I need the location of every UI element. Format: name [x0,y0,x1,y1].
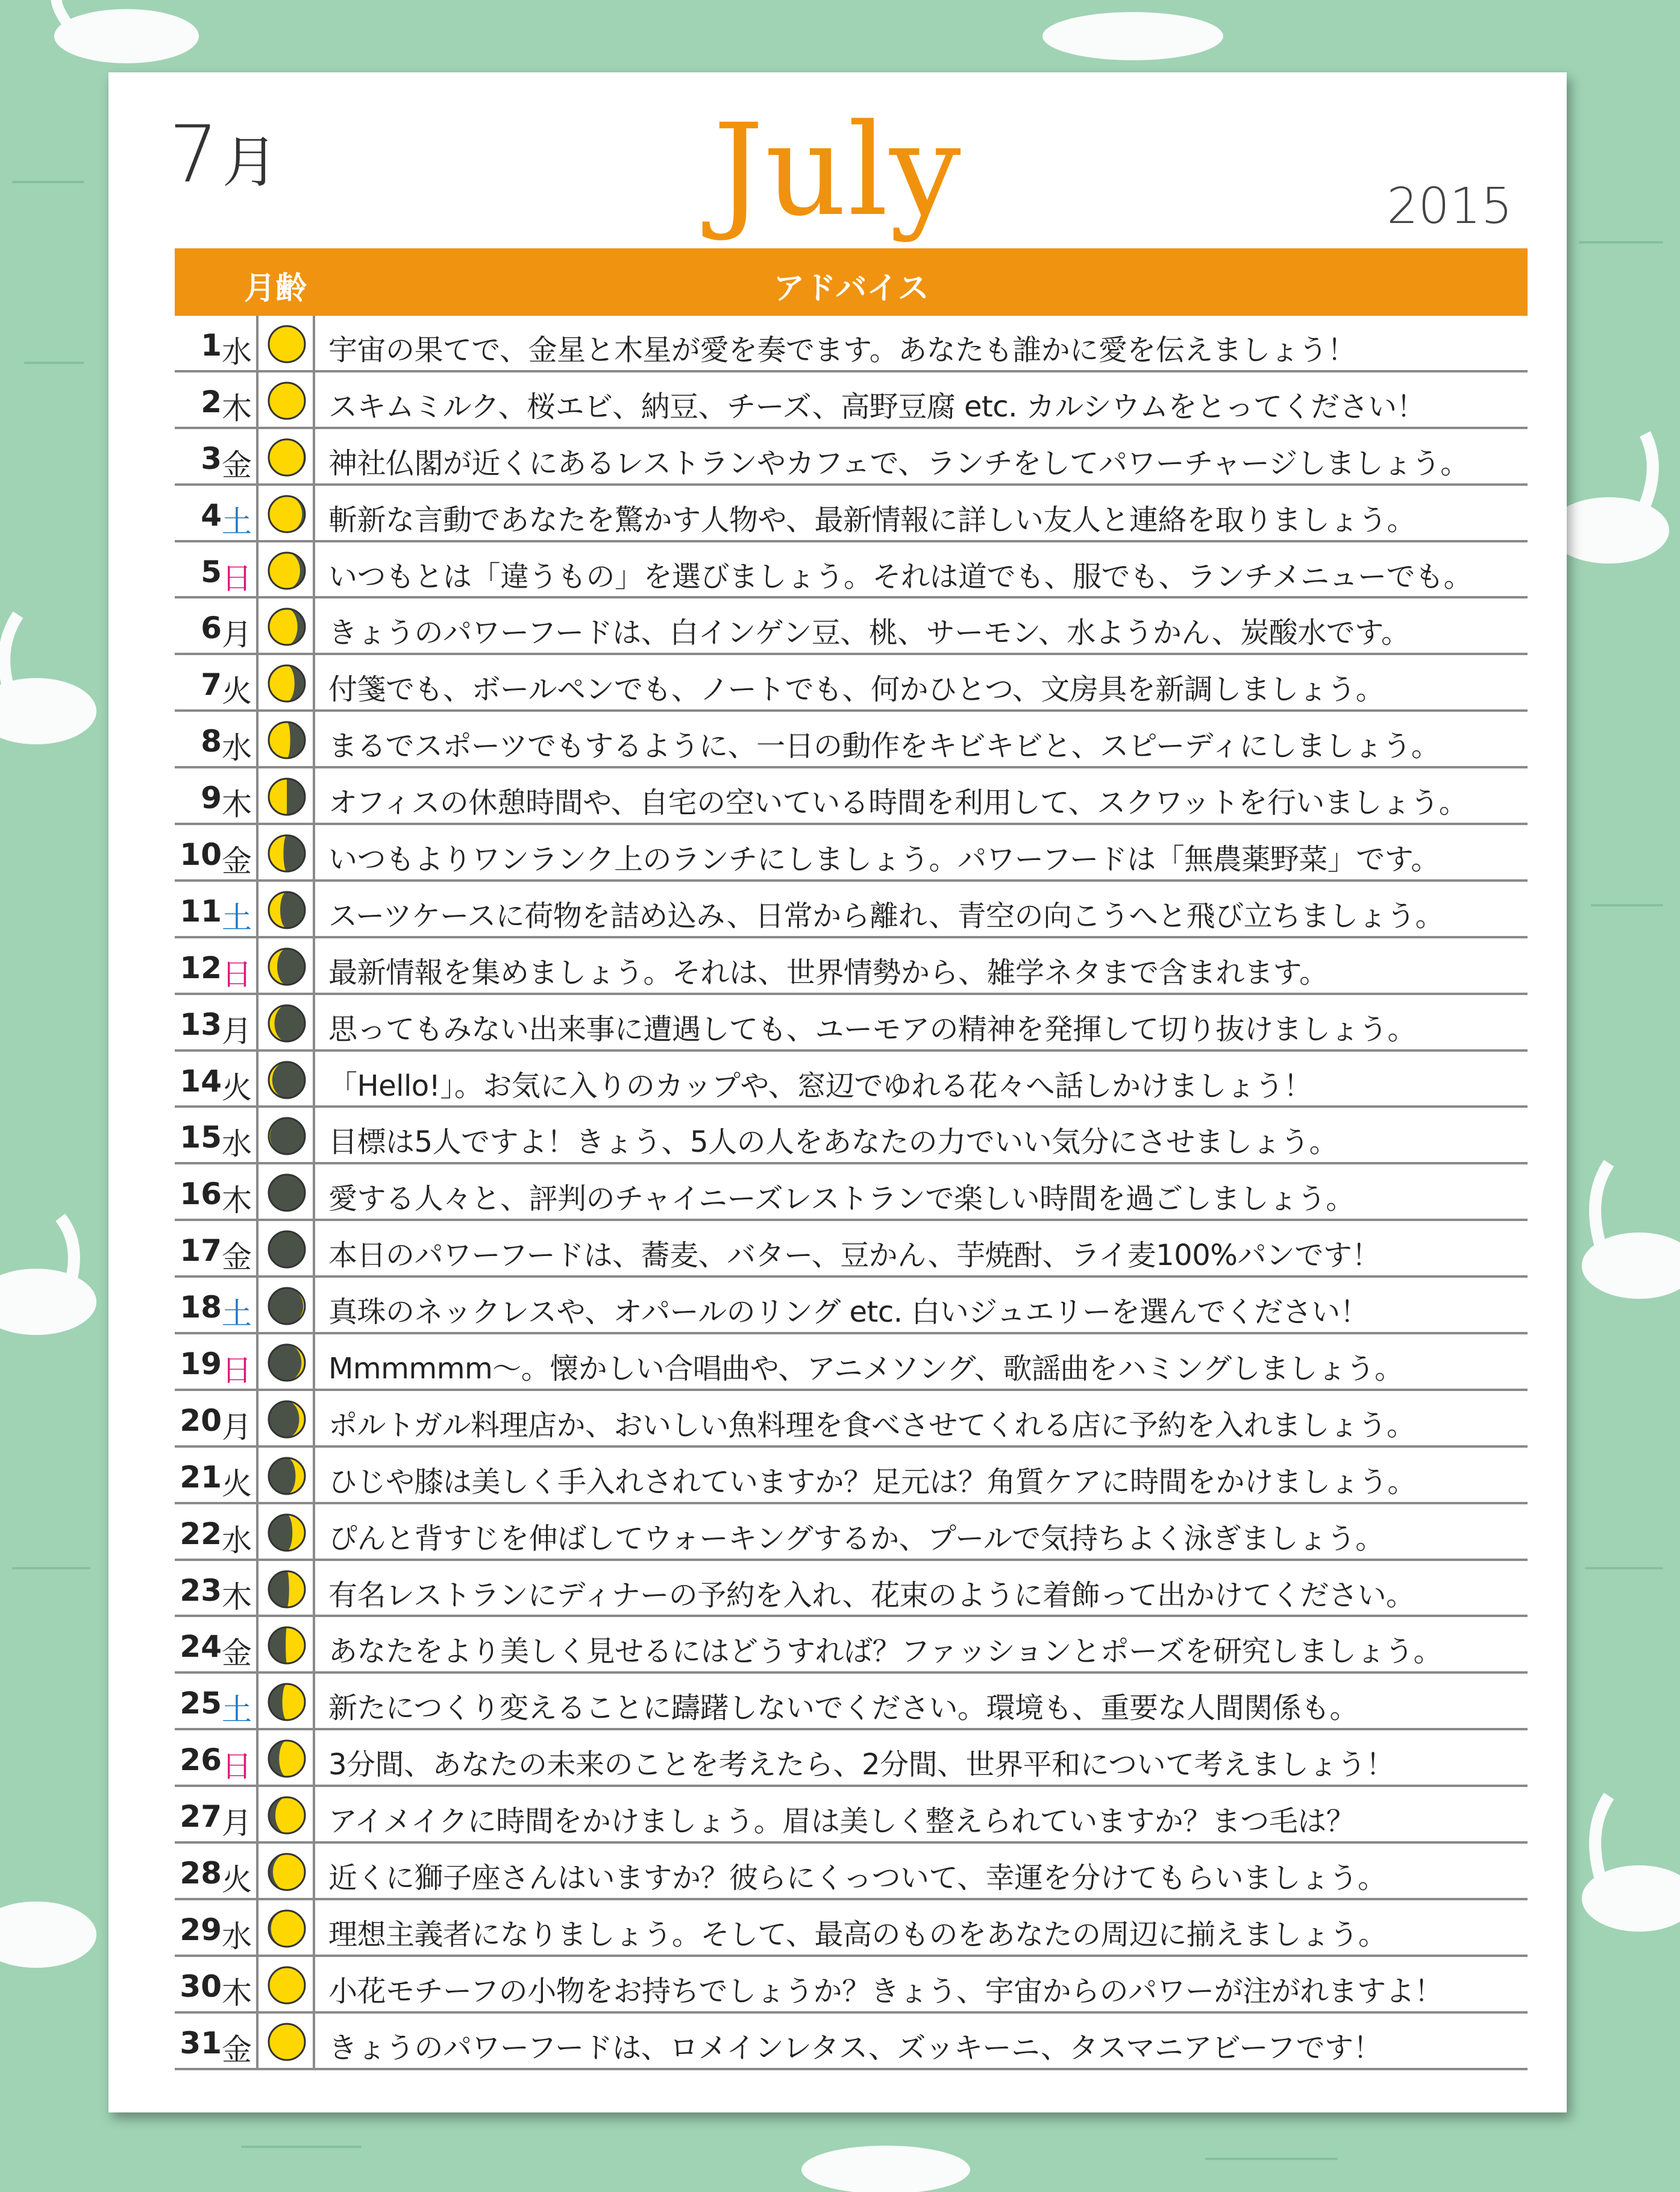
table-row [175,486,1528,542]
day-of-week: 土 [222,900,252,935]
moon-phase-cell [256,1561,315,1615]
day-of-week: 水 [222,1126,252,1162]
day-of-week: 日 [222,1749,252,1785]
day-number: 11 [180,893,222,929]
moon-phase-cell [256,598,315,653]
day-number: 8 [201,724,222,759]
moon-phase-cell [256,1617,315,1671]
moon-phase-cell [256,995,315,1049]
day-cell [175,429,253,483]
advice-text: 斬新な言動であなたを驚かす人物や、最新情報に詳しい友人と連絡を取りましょう。 [328,503,1416,537]
moon-phase-cell [256,1844,315,1898]
day-of-week: 火 [222,1466,252,1501]
table-row [175,542,1528,599]
table-row [175,1730,1528,1787]
year-label: 2015 [1387,178,1512,235]
advice-text: オフィスの休憩時間や、自宅の空いている時間を利用して、スクワットを行いましょう。 [328,786,1468,820]
table-row [175,1334,1528,1391]
moon-lit-region [287,1571,305,1607]
moon-lit-region [269,722,290,758]
table-row [175,712,1528,768]
moon-phase-cell [256,1900,315,1955]
day-cell [175,1787,253,1841]
day-of-week: 水 [222,1522,252,1558]
moon-phase-icon [266,1794,308,1836]
table-row [175,1787,1528,1844]
table-row [175,1221,1528,1278]
day-number: 13 [180,1006,222,1042]
day-number: 17 [180,1233,222,1269]
moon-phase-icon [266,493,308,535]
table-header [175,248,1528,316]
moon-phase-cell [256,938,315,993]
moon-phase-cell [256,1334,315,1389]
moon-phase-cell [256,1504,315,1559]
swan-icon [0,1838,108,1983]
day-cell [175,1448,253,1502]
advice-text: 「Hello!」。お気に入りのカップや、窓辺でゆれる花々へ話しかけましょう！ [328,1069,1312,1103]
moon-phase-cell [256,1164,315,1219]
table-row [175,768,1528,825]
day-cell [175,882,253,936]
day-number: 26 [180,1742,222,1778]
table-row [175,598,1528,655]
day-of-week: 月 [222,1013,252,1049]
day-cell [175,1108,253,1162]
moon-phase-icon [266,436,308,479]
table-row [175,1617,1528,1674]
day-of-week: 日 [222,956,252,992]
column-advice: アドバイス [773,271,929,307]
day-number: 25 [180,1686,222,1721]
advice-text: 近くに獅子座さんはいますか？彼らにくっついて、幸運を分けてもらいましょう。 [328,1861,1387,1895]
table-row [175,655,1528,712]
advice-text: 小花モチーフの小物をお持ちでしょうか？きょう、宇宙からのパワーが注がれますよ！ [328,1974,1443,2008]
advice-text: 新たにつくり変えることに躊躇しないでください。環境も、重要な人間関係も。 [328,1691,1359,1726]
day-of-week: 木 [222,1183,252,1219]
advice-text: 愛する人々と、評判のチャイニーズレストランで楽しい時間を過ごしましょう。 [328,1182,1355,1216]
day-number: 23 [180,1572,222,1608]
day-number: 22 [180,1516,222,1551]
table-row [175,1900,1528,1957]
moon-phase-icon [266,662,308,705]
day-of-week: 土 [222,1296,252,1332]
day-number: 7 [201,667,222,703]
moon-phase-cell [256,542,315,597]
day-cell [175,1617,253,1671]
moon-lit-region [283,1684,305,1720]
day-cell [175,1504,253,1559]
advice-text: アイメイクに時間をかけましょう。眉は美しく整えられていますか？まつ毛は？ [328,1804,1355,1839]
day-of-week: 木 [222,391,252,426]
day-cell [175,1900,253,1955]
day-number: 27 [180,1799,222,1835]
moon-phase-cell [256,1957,315,2011]
moon-phase-icon [266,1172,308,1214]
table-row [175,429,1528,486]
moon-phase-icon [266,889,308,931]
day-number: 15 [180,1120,222,1155]
month-unit: 月 [222,130,278,195]
day-number: 6 [201,611,222,646]
moon-phase-cell [256,316,315,370]
day-number: 30 [180,1968,222,2004]
advice-table [175,316,1528,2070]
moon-phase-cell [256,1391,315,1445]
day-cell [175,1844,253,1898]
advice-text: 最新情報を集めましょう。それは、世界情勢から、雑学ネタまで含まれます。 [328,955,1328,990]
day-of-week: 金 [222,844,252,879]
swan-icon [1567,1145,1680,1314]
moon-phase-icon [266,832,308,875]
day-of-week: 日 [222,1353,252,1389]
moon-phase-icon [266,380,308,422]
advice-text: 理想主義者になりましょう。そして、最高のものをあなたの周辺に揃えましょう。 [328,1917,1387,1952]
swan-icon [1567,1778,1680,1947]
moon-phase-icon [266,1738,308,1780]
advice-text: ぴんと背すじを伸ばしてウォーキングするか、プールで気持ちよく泳ぎましょう。 [328,1521,1384,1556]
moon-lit-region [269,665,295,702]
month-number: 7 [169,108,219,200]
moon-phase-icon [266,1342,308,1384]
day-cell [175,372,253,427]
table-row [175,1844,1528,1900]
moon-phase-cell [256,825,315,879]
moon-phase-icon [266,1115,308,1157]
advice-text: ポルトガル料理店か、おいしい魚料理を食べさせてくれる店に予約を入れましょう。 [328,1408,1415,1442]
advice-text: いつもよりワンランク上のランチにしましょう。パワーフードは「無農薬野菜」です。 [328,843,1440,877]
day-cell [175,1674,253,1728]
day-cell [175,1278,253,1332]
advice-text: きょうのパワーフードは、ロメインレタス、ズッキーニ、タスマニアビーフです！ [328,2030,1382,2065]
day-cell [175,1334,253,1389]
table-row [175,1504,1528,1561]
advice-text: 3分間、あなたの未来のことを考えたら、2分間、世界平和について考えましょう！ [328,1748,1395,1782]
table-row [175,825,1528,882]
day-cell [175,655,253,709]
table-row [175,1674,1528,1730]
moon-phase-icon [266,1568,308,1610]
advice-text: スキムミルク、桜エビ、納豆、チーズ、高野豆腐 etc. カルシウムをとってください！ [328,389,1426,424]
day-cell [175,598,253,653]
moon-phase-icon [266,946,308,988]
day-number: 28 [180,1856,222,1891]
day-number: 19 [180,1346,222,1382]
table-row [175,1391,1528,1448]
month-english-title: July [713,96,962,244]
column-moon-age: 月齢 [244,271,307,307]
advice-text: 有名レストランにディナーの予約を入れ、花束のように着飾って出かけてください。 [328,1578,1415,1612]
moon-phase-icon [266,550,308,592]
table-row [175,995,1528,1052]
moon-phase-cell [256,1787,315,1841]
swan-icon [1024,0,1241,72]
swan-icon [36,0,217,72]
table-row [175,1448,1528,1504]
moon-phase-icon [266,323,308,365]
advice-text: 真珠のネックレスや、オパールのリング etc. 白いジュエリーを選んでください！ [328,1295,1369,1330]
table-row [175,1164,1528,1221]
moon-phase-cell [256,882,315,936]
moon-phase-cell [256,1730,315,1785]
table-row [175,1957,1528,2014]
day-of-week: 木 [222,1579,252,1615]
day-number: 29 [180,1912,222,1947]
swan-icon [0,603,108,759]
day-of-week: 金 [222,1636,252,1671]
table-row [175,372,1528,429]
day-of-week: 月 [222,617,252,653]
moon-phase-icon [266,1624,308,1666]
calendar-card [108,72,1567,2112]
moon-phase-icon [266,1512,308,1554]
moon-phase-cell [256,372,315,427]
day-of-week: 水 [222,334,252,369]
day-number: 31 [180,2025,222,2061]
moon-phase-cell [256,1674,315,1728]
day-of-week: 日 [222,561,252,596]
moon-phase-cell [256,1052,315,1106]
moon-phase-icon [266,1681,308,1723]
advice-text: スーツケースに荷物を詰め込み、日常から離れ、青空の向こうへと飛び立ちましょう。 [328,899,1444,933]
moon-phase-icon [266,1059,308,1101]
day-number: 16 [180,1176,222,1212]
day-of-week: 水 [222,1918,252,1954]
advice-text: 付箋でも、ボールペンでも、ノートでも、何かひとつ、文房具を新調しましょう。 [328,673,1385,707]
day-number: 5 [201,554,222,589]
day-cell [175,316,253,370]
swan-icon [0,1205,108,1350]
moon-phase-cell [256,1221,315,1275]
moon-phase-cell [256,768,315,823]
swan-icon [783,2121,988,2192]
day-cell [175,486,253,540]
day-of-week: 水 [222,730,252,766]
day-cell [175,1957,253,2011]
day-of-week: 木 [222,1975,252,2011]
moon-phase-icon [266,719,308,761]
moon-phase-icon [266,1285,308,1327]
day-of-week: 月 [222,1806,252,1841]
day-of-week: 月 [222,1409,252,1445]
day-number: 12 [180,950,222,985]
advice-text: Mmmmmm～。懐かしい合唱曲や、アニメソング、歌謡曲をハミングしましょう。 [328,1352,1403,1386]
day-number: 18 [180,1290,222,1325]
advice-text: 目標は5人ですよ！きょう、5人の人をあなたの力でいい気分にさせましょう。 [328,1125,1338,1160]
table-row [175,938,1528,995]
day-number: 24 [180,1629,222,1665]
moon-phase-cell [256,655,315,709]
advice-text: 神社仏閣が近くにあるレストランやカフェで、ランチをしてパワーチャージしましょう。 [328,446,1469,480]
advice-text: いつもとは「違うもの」を選びましょう。それは道でも、服でも、ランチメニューでも。 [328,559,1473,594]
day-of-week: 金 [222,2032,252,2067]
day-number: 1 [201,328,222,363]
day-of-week: 木 [222,787,252,823]
table-row [175,1052,1528,1108]
day-of-week: 金 [222,1240,252,1275]
day-number: 14 [180,1063,222,1099]
table-row [175,316,1528,372]
moon-phase-icon [266,1851,308,1893]
moon-phase-icon [266,1908,308,1950]
moon-phase-icon [266,1228,308,1270]
moon-lit-region [269,779,287,815]
advice-text: 宇宙の果てで、金星と木星が愛を奏でます。あなたも誰かに愛を伝えましょう！ [328,333,1356,367]
day-of-week: 火 [222,674,252,709]
advice-text: まるでスポーツでもするように、一日の動作をキビキビと、スピーディにしましょう。 [328,729,1440,764]
table-row [175,1278,1528,1334]
day-number: 2 [201,384,222,419]
day-cell [175,1052,253,1106]
day-cell [175,995,253,1049]
day-cell [175,825,253,879]
moon-phase-cell [256,1108,315,1162]
moon-phase-cell [256,429,315,483]
moon-phase-cell [256,486,315,540]
table-row [175,882,1528,938]
day-number: 9 [201,780,222,816]
moon-lit-region [286,1627,305,1663]
advice-text: あなたをより美しく見せるにはどうすれば？ファッションとポーズを研究しましょう。 [328,1635,1443,1669]
day-cell [175,1730,253,1785]
day-number: 3 [201,441,222,476]
day-of-week: 土 [222,1692,252,1728]
day-cell [175,1164,253,1219]
day-cell [175,1391,253,1445]
day-cell [175,768,253,823]
day-number: 4 [201,497,222,533]
day-of-week: 火 [222,1862,252,1898]
day-cell [175,2014,253,2068]
moon-phase-icon [266,1398,308,1440]
day-cell [175,1561,253,1615]
advice-text: ひじや膝は美しく手入れされていますか？足元は？角質ケアに時間をかけましょう。 [328,1465,1417,1499]
moon-phase-icon [266,776,308,818]
moon-phase-icon [266,1002,308,1044]
day-cell [175,542,253,597]
day-number: 21 [180,1459,222,1495]
moon-lit-region [279,1741,305,1777]
table-row [175,2014,1528,2070]
moon-phase-cell [256,712,315,766]
moon-phase-cell [256,1278,315,1332]
table-row [175,1561,1528,1618]
day-of-week: 土 [222,504,252,539]
day-number: 10 [180,837,222,873]
day-cell [175,1221,253,1275]
day-cell [175,938,253,993]
advice-text: きょうのパワーフードは、白インゲン豆、桃、サーモン、水ようかん、炭酸水です。 [328,616,1410,650]
moon-phase-cell [256,2014,315,2068]
day-of-week: 金 [222,447,252,483]
day-of-week: 火 [222,1070,252,1105]
day-cell [175,712,253,766]
moon-phase-icon [266,1455,308,1497]
moon-phase-icon [266,1964,308,2006]
advice-text: 思ってもみない出来事に遭遇しても、ユーモアの精神を発揮して切り抜けましょう。 [328,1012,1417,1046]
moon-phase-icon [266,2021,308,2063]
table-row [175,1108,1528,1164]
advice-text: 本日のパワーフードは、蕎麦、バター、豆かん、芋焼酎、ライ麦100%パンです！ [328,1239,1381,1273]
moon-phase-cell [256,1448,315,1502]
day-number: 20 [180,1402,222,1438]
moon-phase-icon [266,606,308,648]
